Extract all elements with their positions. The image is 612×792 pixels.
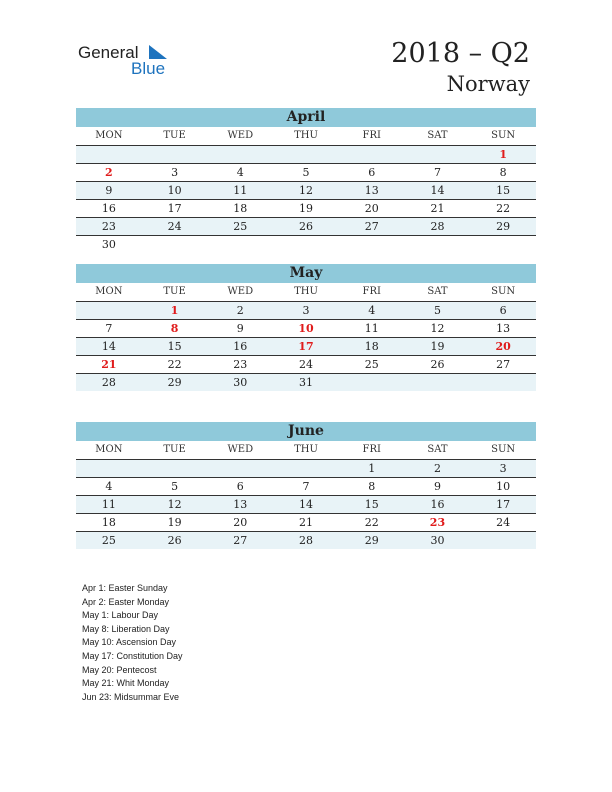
week-row	[76, 302, 536, 320]
day-cell: 2	[236, 304, 244, 317]
day-cell: 5	[302, 166, 310, 179]
day-cell: 4	[236, 166, 244, 179]
day-cell: 14	[299, 498, 314, 511]
day-cell	[273, 146, 339, 163]
day-cell: 6	[499, 304, 507, 317]
holiday-item: Jun 23: Midsummar Eve	[82, 691, 180, 702]
day-cell: 13	[496, 322, 511, 335]
week-row	[76, 532, 536, 549]
weekday-sat: SAT	[427, 130, 448, 141]
day-cell: 25	[364, 358, 379, 371]
day-cell	[470, 532, 536, 549]
day-cell: 9	[236, 322, 244, 335]
day-cell: 30	[233, 376, 248, 389]
month-april	[76, 108, 536, 253]
day-cell: 7	[105, 322, 113, 335]
day-cell: 24	[496, 516, 511, 529]
day-cell: 16	[233, 340, 248, 353]
week-row	[76, 164, 536, 182]
day-cell: 6	[368, 166, 376, 179]
day-cell: 11	[233, 184, 248, 197]
day-cell: 9	[433, 480, 441, 493]
week-row	[76, 478, 536, 496]
weekday-tue: TUE	[163, 286, 186, 297]
day-cell	[470, 236, 536, 253]
day-cell: 29	[364, 534, 379, 547]
holiday-list	[82, 582, 183, 704]
week-row	[76, 218, 536, 236]
logo-word-general: General	[78, 43, 139, 62]
holiday-day-cell: 10	[298, 322, 314, 335]
week-row	[76, 236, 536, 253]
day-cell: 5	[171, 480, 179, 493]
holiday-item: May 8: Liberation Day	[82, 623, 170, 634]
day-cell: 31	[299, 376, 314, 389]
day-cell	[405, 236, 471, 253]
day-cell	[76, 460, 142, 477]
holiday-item: Apr 1: Easter Sunday	[82, 583, 168, 593]
day-cell: 15	[364, 498, 379, 511]
day-cell: 27	[364, 220, 379, 233]
weekday-sun: SUN	[491, 130, 516, 141]
week-rows	[76, 146, 536, 253]
day-cell: 7	[433, 166, 441, 179]
week-row	[76, 460, 536, 478]
day-cell: 20	[233, 516, 248, 529]
week-row	[76, 182, 536, 200]
day-cell: 22	[167, 358, 182, 371]
weekday-mon: MON	[95, 130, 123, 141]
holiday-day-cell: 1	[499, 148, 507, 161]
day-cell: 30	[430, 534, 445, 547]
day-cell: 20	[364, 202, 379, 215]
day-cell: 12	[167, 498, 182, 511]
day-cell: 14	[101, 340, 116, 353]
day-cell: 15	[496, 184, 511, 197]
day-cell: 12	[299, 184, 314, 197]
month-header: May	[76, 264, 536, 283]
day-cell: 21	[299, 516, 314, 529]
month-may	[76, 264, 536, 391]
day-cell: 13	[364, 184, 379, 197]
day-cell	[207, 460, 273, 477]
month-header: April	[76, 108, 536, 127]
day-cell: 18	[101, 516, 116, 529]
day-cell	[142, 236, 208, 253]
week-row	[76, 356, 536, 374]
weekday-wed: WED	[227, 286, 254, 297]
day-cell	[76, 146, 142, 163]
week-rows	[76, 302, 536, 391]
day-cell: 4	[368, 304, 376, 317]
week-rows	[76, 460, 536, 549]
day-cell: 7	[302, 480, 310, 493]
month-june	[76, 422, 536, 549]
logo-triangle-icon	[147, 44, 169, 60]
week-row	[76, 374, 536, 391]
day-cell	[339, 146, 405, 163]
day-cell: 3	[302, 304, 310, 317]
week-row	[76, 146, 536, 164]
holiday-item: May 10: Ascension Day	[82, 637, 177, 648]
holiday-day-cell: 20	[495, 340, 511, 353]
day-cell: 13	[233, 498, 248, 511]
weekday-mon: MON	[95, 444, 123, 455]
weekday-wed: WED	[227, 444, 254, 455]
holiday-item: May 1: Labour Day	[82, 610, 159, 621]
day-cell	[142, 146, 208, 163]
month-header: June	[76, 422, 536, 441]
weekday-row	[76, 283, 536, 302]
day-cell	[207, 236, 273, 253]
day-cell: 4	[105, 480, 113, 493]
holiday-item: May 17: Constitution Day	[82, 650, 183, 661]
weekday-thu: THU	[294, 444, 318, 455]
day-cell: 10	[167, 184, 182, 197]
day-cell: 26	[167, 534, 182, 547]
day-cell: 28	[299, 534, 314, 547]
day-cell: 12	[430, 322, 445, 335]
weekday-wed: WED	[227, 130, 254, 141]
logo-word-blue: Blue	[131, 59, 166, 78]
weekday-fri: FRI	[362, 286, 381, 297]
day-cell: 22	[496, 202, 511, 215]
day-cell: 23	[233, 358, 248, 371]
day-cell: 26	[430, 358, 445, 371]
day-cell	[339, 236, 405, 253]
weekday-row	[76, 441, 536, 460]
day-cell: 9	[105, 184, 113, 197]
weekday-fri: FRI	[362, 444, 381, 455]
day-cell	[405, 374, 471, 391]
weekday-sun: SUN	[491, 286, 516, 297]
holiday-item: Apr 2: Easter Monday	[82, 596, 170, 607]
day-cell: 14	[430, 184, 445, 197]
day-cell: 28	[101, 376, 116, 389]
day-cell: 17	[167, 202, 182, 215]
holiday-day-cell: 17	[298, 340, 314, 353]
day-cell: 11	[364, 322, 379, 335]
holiday-day-cell: 21	[101, 358, 117, 371]
generalblue-logo	[78, 40, 178, 80]
day-cell: 3	[171, 166, 179, 179]
day-cell: 6	[236, 480, 244, 493]
day-cell: 27	[496, 358, 511, 371]
weekday-tue: TUE	[163, 444, 186, 455]
holiday-item: May 21: Whit Monday	[82, 678, 170, 689]
day-cell: 30	[101, 238, 116, 251]
day-cell: 10	[496, 480, 511, 493]
week-row	[76, 320, 536, 338]
day-cell: 1	[368, 462, 376, 475]
day-cell	[207, 146, 273, 163]
country-title: Norway	[446, 72, 530, 96]
holiday-day-cell: 1	[170, 304, 179, 317]
holiday-item: May 20: Pentecost	[82, 664, 157, 675]
day-cell: 19	[299, 202, 314, 215]
day-cell: 8	[368, 480, 376, 493]
weekday-mon: MON	[95, 286, 123, 297]
weekday-fri: FRI	[362, 130, 381, 141]
day-cell	[470, 374, 536, 391]
period-title: 2018 – Q2	[391, 38, 530, 69]
week-row	[76, 200, 536, 218]
day-cell	[405, 146, 471, 163]
day-cell: 23	[101, 220, 116, 233]
weekday-row	[76, 127, 536, 146]
day-cell	[76, 302, 142, 319]
weekday-sat: SAT	[427, 444, 448, 455]
holiday-day-cell: 23	[429, 516, 446, 529]
day-cell: 24	[299, 358, 314, 371]
day-cell: 17	[496, 498, 511, 511]
day-cell: 8	[499, 166, 507, 179]
day-cell	[142, 460, 208, 477]
day-cell: 26	[299, 220, 314, 233]
week-row	[76, 338, 536, 356]
day-cell: 19	[167, 516, 182, 529]
day-cell: 21	[430, 202, 445, 215]
day-cell: 28	[430, 220, 445, 233]
week-row	[76, 514, 536, 532]
weekday-tue: TUE	[163, 130, 186, 141]
day-cell: 25	[101, 534, 116, 547]
day-cell: 24	[167, 220, 182, 233]
day-cell	[273, 460, 339, 477]
day-cell: 18	[233, 202, 248, 215]
day-cell: 19	[430, 340, 445, 353]
week-row	[76, 496, 536, 514]
weekday-thu: THU	[294, 286, 318, 297]
day-cell	[273, 236, 339, 253]
day-cell: 29	[496, 220, 511, 233]
day-cell: 15	[167, 340, 182, 353]
day-cell: 27	[233, 534, 248, 547]
day-cell: 5	[433, 304, 441, 317]
day-cell: 16	[430, 498, 445, 511]
weekday-thu: THU	[294, 130, 318, 141]
weekday-sat: SAT	[427, 286, 448, 297]
weekday-sun: SUN	[491, 444, 516, 455]
holiday-day-cell: 8	[170, 322, 179, 335]
day-cell: 25	[233, 220, 248, 233]
day-cell: 18	[364, 340, 379, 353]
holiday-day-cell: 2	[105, 166, 113, 179]
day-cell: 29	[167, 376, 182, 389]
day-cell: 3	[499, 462, 507, 475]
day-cell	[339, 374, 405, 391]
day-cell: 22	[364, 516, 379, 529]
day-cell: 11	[101, 498, 116, 511]
day-cell: 16	[101, 202, 116, 215]
day-cell: 2	[433, 462, 441, 475]
